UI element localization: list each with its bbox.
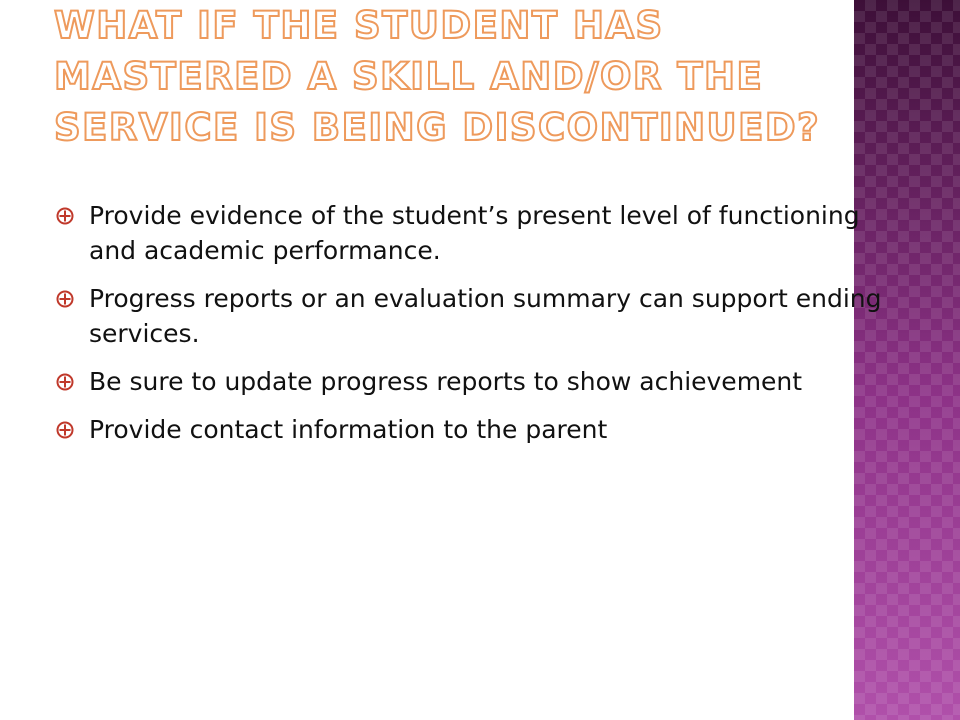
- circled-cross-icon: [56, 207, 74, 225]
- bullet-list: [56, 198, 886, 460]
- bullet-item-2: [56, 281, 886, 351]
- circled-cross-icon: [56, 290, 74, 308]
- circled-cross-icon: [56, 421, 74, 439]
- slide-title: WHAT IF THE STUDENT HAS MASTERED A SKILL AND/OR THE SERVICE IS BEING DISCONTINUED?: [54, 4, 821, 149]
- circled-cross-icon: [56, 373, 74, 391]
- bullet-text: Be sure to update progress reports to show achievement: [89, 367, 803, 396]
- bullet-text: Provide contact information to the parent: [89, 415, 608, 444]
- bullet-item-3: [56, 364, 886, 399]
- bullet-item-1: [56, 198, 886, 268]
- bullet-text: Progress reports or an evaluation summary can support ending services.: [89, 284, 882, 348]
- bullet-text: Provide evidence of the student’s present level of functioning and academic performance.: [89, 201, 860, 265]
- bullet-item-4: [56, 412, 886, 447]
